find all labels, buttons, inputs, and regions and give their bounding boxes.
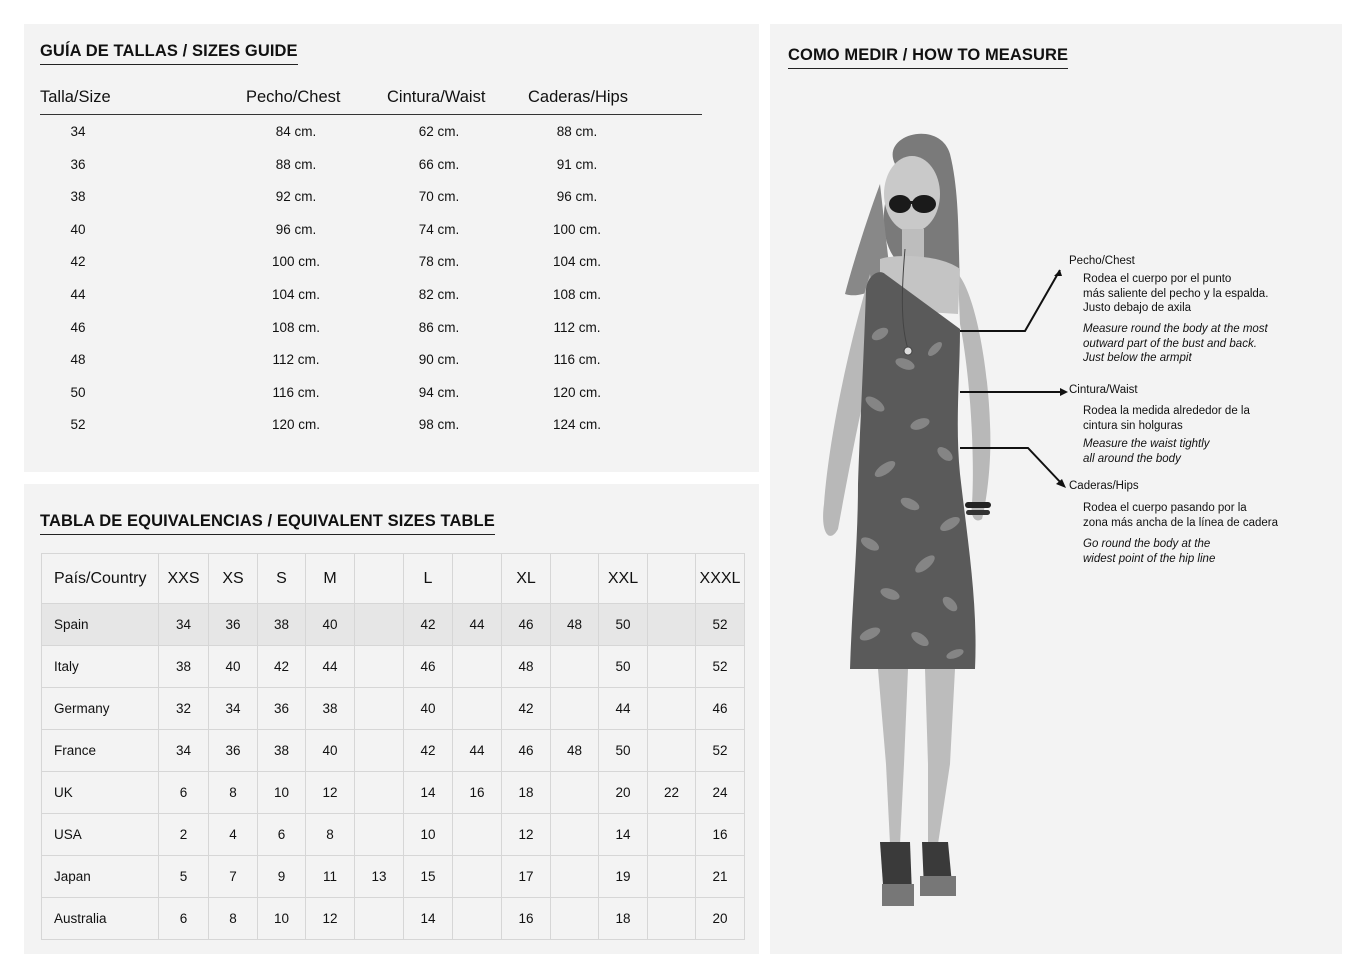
size-value-cell: 20 bbox=[599, 772, 648, 814]
size-cell: 42 bbox=[70, 254, 86, 270]
hips-cell: 120 cm. bbox=[552, 384, 602, 400]
waist-cell: 78 cm. bbox=[418, 254, 460, 270]
waist-label-title: Cintura/Waist bbox=[1069, 384, 1138, 396]
size-value-cell: 18 bbox=[599, 898, 648, 940]
size-value-cell bbox=[453, 688, 502, 730]
size-header-cell: XL bbox=[502, 554, 551, 604]
size-value-cell: 46 bbox=[404, 646, 453, 688]
how-to-measure-title: COMO MEDIR / HOW TO MEASURE bbox=[788, 46, 1068, 69]
size-value-cell: 34 bbox=[159, 604, 209, 646]
table-row bbox=[42, 730, 745, 772]
size-value-cell: 46 bbox=[502, 730, 551, 772]
chest-cell: 100 cm. bbox=[271, 254, 321, 270]
size-value-cell: 48 bbox=[502, 646, 551, 688]
country-cell: Japan bbox=[42, 856, 159, 898]
size-value-cell: 44 bbox=[306, 646, 355, 688]
size-value-cell: 46 bbox=[502, 604, 551, 646]
size-value-cell: 17 bbox=[502, 856, 551, 898]
size-value-cell: 38 bbox=[306, 688, 355, 730]
equivalents-panel bbox=[24, 484, 759, 954]
size-value-cell bbox=[551, 814, 599, 856]
size-value-cell: 6 bbox=[258, 814, 306, 856]
country-cell: Australia bbox=[42, 898, 159, 940]
waist-cell: 90 cm. bbox=[418, 352, 460, 368]
table-row bbox=[42, 688, 745, 730]
size-value-cell: 19 bbox=[599, 856, 648, 898]
size-value-cell: 48 bbox=[551, 730, 599, 772]
size-header-cell bbox=[355, 554, 404, 604]
size-value-cell bbox=[355, 898, 404, 940]
size-value-cell: 36 bbox=[258, 688, 306, 730]
table-row bbox=[42, 646, 745, 688]
size-cell: 36 bbox=[70, 156, 86, 172]
size-value-cell: 44 bbox=[599, 688, 648, 730]
waist-description-en bbox=[1083, 437, 1210, 466]
country-cell: Spain bbox=[42, 604, 159, 646]
waist-cell: 62 cm. bbox=[418, 124, 460, 139]
size-value-cell: 5 bbox=[159, 856, 209, 898]
size-cell: 38 bbox=[70, 189, 86, 205]
size-row bbox=[24, 157, 759, 177]
size-value-cell: 36 bbox=[209, 730, 258, 772]
hips-cell: 104 cm. bbox=[552, 254, 602, 270]
size-header-cell bbox=[648, 554, 696, 604]
size-cell: 34 bbox=[70, 124, 86, 139]
size-value-cell: 6 bbox=[159, 772, 209, 814]
size-value-cell: 10 bbox=[404, 814, 453, 856]
size-value-cell: 44 bbox=[453, 730, 502, 772]
waist-cell: 70 cm. bbox=[418, 189, 460, 205]
size-row bbox=[24, 385, 759, 405]
table-row bbox=[42, 898, 745, 940]
hips-en-line: Go round the body at the bbox=[1083, 538, 1211, 550]
size-value-cell bbox=[355, 688, 404, 730]
size-header-cell bbox=[551, 554, 599, 604]
sizes-guide-panel bbox=[24, 24, 759, 472]
size-value-cell: 52 bbox=[696, 604, 745, 646]
size-value-cell bbox=[355, 814, 404, 856]
waist-en-line: Measure the waist tightly bbox=[1083, 438, 1210, 450]
country-cell: Italy bbox=[42, 646, 159, 688]
size-value-cell bbox=[648, 856, 696, 898]
chest-description-en bbox=[1083, 322, 1268, 366]
size-value-cell: 50 bbox=[599, 646, 648, 688]
chest-es-line: más saliente del pecho y la espalda. bbox=[1083, 287, 1269, 300]
how-to-measure-panel bbox=[770, 24, 1342, 954]
measure-connector-lines bbox=[770, 24, 1342, 954]
size-value-cell: 42 bbox=[502, 688, 551, 730]
size-value-cell: 40 bbox=[404, 688, 453, 730]
chest-cell: 96 cm. bbox=[275, 221, 317, 237]
size-value-cell: 38 bbox=[159, 646, 209, 688]
size-header-cell: L bbox=[404, 554, 453, 604]
size-value-cell: 22 bbox=[648, 772, 696, 814]
size-value-cell bbox=[551, 898, 599, 940]
chest-es-line: Justo debajo de axila bbox=[1083, 302, 1192, 314]
size-value-cell: 16 bbox=[502, 898, 551, 940]
table-row bbox=[42, 772, 745, 814]
size-value-cell bbox=[453, 898, 502, 940]
size-value-cell bbox=[355, 604, 404, 646]
size-value-cell: 7 bbox=[209, 856, 258, 898]
size-value-cell bbox=[648, 814, 696, 856]
size-value-cell: 40 bbox=[306, 604, 355, 646]
equivalents-table bbox=[41, 553, 745, 940]
size-value-cell: 44 bbox=[453, 604, 502, 646]
header-chest: Pecho/Chest bbox=[246, 88, 341, 106]
equivalents-title: TABLA DE EQUIVALENCIAS / EQUIVALENT SIZES TABLE bbox=[40, 512, 495, 535]
size-value-cell bbox=[453, 646, 502, 688]
size-cell: 52 bbox=[70, 417, 86, 433]
size-value-cell bbox=[453, 856, 502, 898]
sizes-guide-header bbox=[40, 86, 702, 115]
size-cell: 44 bbox=[70, 287, 86, 302]
waist-cell: 66 cm. bbox=[418, 156, 460, 172]
chest-cell: 120 cm. bbox=[271, 417, 321, 433]
chest-label-title: Pecho/Chest bbox=[1069, 255, 1135, 267]
table-row bbox=[42, 814, 745, 856]
waist-en-line: all around the body bbox=[1083, 452, 1181, 465]
size-header-cell: S bbox=[258, 554, 306, 604]
size-value-cell: 40 bbox=[306, 730, 355, 772]
sizes-guide-title: GUÍA DE TALLAS / SIZES GUIDE bbox=[40, 42, 298, 65]
size-row bbox=[24, 189, 759, 209]
size-value-cell: 14 bbox=[404, 772, 453, 814]
size-cell: 50 bbox=[70, 384, 86, 400]
size-cell: 48 bbox=[70, 352, 86, 368]
size-value-cell: 11 bbox=[306, 856, 355, 898]
hips-cell: 116 cm. bbox=[553, 352, 601, 368]
table-row bbox=[42, 604, 745, 646]
header-hips: Caderas/Hips bbox=[528, 88, 628, 106]
size-value-cell: 12 bbox=[306, 898, 355, 940]
chest-en-line: Measure round the body at the most bbox=[1083, 323, 1268, 335]
size-value-cell: 2 bbox=[159, 814, 209, 856]
hips-cell: 108 cm. bbox=[552, 287, 602, 302]
country-cell: USA bbox=[42, 814, 159, 856]
hips-cell: 88 cm. bbox=[556, 124, 598, 139]
size-value-cell bbox=[551, 688, 599, 730]
size-value-cell: 12 bbox=[502, 814, 551, 856]
size-value-cell: 8 bbox=[209, 772, 258, 814]
size-value-cell bbox=[453, 814, 502, 856]
waist-cell: 86 cm. bbox=[418, 319, 460, 335]
size-value-cell: 36 bbox=[209, 604, 258, 646]
size-value-cell bbox=[355, 772, 404, 814]
size-value-cell: 42 bbox=[404, 730, 453, 772]
header-waist: Cintura/Waist bbox=[387, 88, 486, 106]
size-value-cell: 4 bbox=[209, 814, 258, 856]
size-value-cell bbox=[355, 730, 404, 772]
waist-description-es bbox=[1083, 404, 1250, 433]
waist-cell: 98 cm. bbox=[418, 417, 460, 433]
size-cell: 40 bbox=[70, 221, 86, 237]
size-value-cell: 15 bbox=[404, 856, 453, 898]
size-value-cell: 16 bbox=[696, 814, 745, 856]
table-row bbox=[42, 856, 745, 898]
size-value-cell: 18 bbox=[502, 772, 551, 814]
hips-cell: 112 cm. bbox=[553, 319, 601, 335]
hips-description-es bbox=[1083, 501, 1278, 530]
size-header-cell: M bbox=[306, 554, 355, 604]
size-header-cell: XXS bbox=[159, 554, 209, 604]
country-cell: UK bbox=[42, 772, 159, 814]
size-value-cell: 52 bbox=[696, 730, 745, 772]
waist-es-line: Rodea la medida alrededor de la bbox=[1083, 405, 1250, 417]
chest-cell: 84 cm. bbox=[275, 124, 317, 139]
hips-es-line: zona más ancha de la línea de cadera bbox=[1083, 516, 1278, 529]
size-row bbox=[24, 352, 759, 372]
chest-cell: 108 cm. bbox=[271, 319, 321, 335]
size-row bbox=[24, 287, 759, 307]
hips-label-title: Caderas/Hips bbox=[1069, 480, 1139, 492]
size-header-cell: XXL bbox=[599, 554, 648, 604]
table-header-row bbox=[42, 554, 745, 604]
chest-cell: 112 cm. bbox=[272, 352, 320, 368]
chest-cell: 116 cm. bbox=[272, 384, 320, 400]
size-value-cell: 8 bbox=[209, 898, 258, 940]
size-value-cell bbox=[355, 646, 404, 688]
size-value-cell: 46 bbox=[696, 688, 745, 730]
size-value-cell: 10 bbox=[258, 898, 306, 940]
size-value-cell bbox=[648, 604, 696, 646]
size-value-cell: 6 bbox=[159, 898, 209, 940]
size-value-cell: 13 bbox=[355, 856, 404, 898]
size-cell: 46 bbox=[70, 319, 86, 335]
size-header-cell bbox=[453, 554, 502, 604]
size-row bbox=[24, 417, 759, 437]
size-value-cell: 12 bbox=[306, 772, 355, 814]
size-value-cell: 9 bbox=[258, 856, 306, 898]
waist-cell: 82 cm. bbox=[418, 287, 460, 302]
size-value-cell bbox=[648, 730, 696, 772]
hips-es-line: Rodea el cuerpo pasando por la bbox=[1083, 502, 1247, 514]
country-cell: France bbox=[42, 730, 159, 772]
size-value-cell bbox=[551, 646, 599, 688]
size-row bbox=[24, 124, 759, 144]
size-value-cell bbox=[551, 856, 599, 898]
chest-description-es bbox=[1083, 272, 1268, 316]
hips-cell: 96 cm. bbox=[556, 189, 598, 205]
chest-cell: 104 cm. bbox=[271, 287, 321, 302]
chest-en-line: Just below the armpit bbox=[1083, 352, 1192, 364]
chest-cell: 92 cm. bbox=[275, 189, 317, 205]
waist-es-line: cintura sin holguras bbox=[1083, 419, 1183, 432]
hips-cell: 91 cm. bbox=[556, 156, 598, 172]
size-value-cell: 50 bbox=[599, 730, 648, 772]
size-value-cell: 32 bbox=[159, 688, 209, 730]
size-value-cell: 38 bbox=[258, 730, 306, 772]
size-value-cell: 14 bbox=[404, 898, 453, 940]
hips-en-line: widest point of the hip line bbox=[1083, 552, 1216, 565]
size-value-cell: 42 bbox=[258, 646, 306, 688]
size-value-cell: 24 bbox=[696, 772, 745, 814]
size-value-cell bbox=[551, 772, 599, 814]
size-value-cell: 48 bbox=[551, 604, 599, 646]
size-value-cell: 20 bbox=[696, 898, 745, 940]
size-value-cell: 8 bbox=[306, 814, 355, 856]
size-value-cell: 34 bbox=[159, 730, 209, 772]
size-row bbox=[24, 222, 759, 242]
country-cell: Germany bbox=[42, 688, 159, 730]
size-value-cell: 52 bbox=[696, 646, 745, 688]
chest-es-line: Rodea el cuerpo por el punto bbox=[1083, 273, 1232, 285]
size-value-cell: 40 bbox=[209, 646, 258, 688]
size-row bbox=[24, 254, 759, 274]
size-value-cell: 38 bbox=[258, 604, 306, 646]
header-size: Talla/Size bbox=[40, 88, 111, 106]
size-row bbox=[24, 320, 759, 340]
chest-en-line: outward part of the bust and back. bbox=[1083, 337, 1257, 350]
size-value-cell: 42 bbox=[404, 604, 453, 646]
size-value-cell: 50 bbox=[599, 604, 648, 646]
size-value-cell: 16 bbox=[453, 772, 502, 814]
hips-cell: 100 cm. bbox=[552, 221, 602, 237]
waist-cell: 74 cm. bbox=[418, 221, 460, 237]
chest-cell: 88 cm. bbox=[275, 156, 317, 172]
hips-cell: 124 cm. bbox=[552, 417, 602, 433]
size-value-cell: 34 bbox=[209, 688, 258, 730]
size-value-cell: 14 bbox=[599, 814, 648, 856]
size-header-cell: XXXL bbox=[696, 554, 745, 604]
size-value-cell bbox=[648, 688, 696, 730]
size-value-cell bbox=[648, 898, 696, 940]
size-value-cell bbox=[648, 646, 696, 688]
size-header-cell: XS bbox=[209, 554, 258, 604]
country-header-cell: País/Country bbox=[42, 554, 159, 604]
size-value-cell: 10 bbox=[258, 772, 306, 814]
hips-description-en bbox=[1083, 537, 1215, 566]
waist-cell: 94 cm. bbox=[418, 384, 460, 400]
size-value-cell: 21 bbox=[696, 856, 745, 898]
